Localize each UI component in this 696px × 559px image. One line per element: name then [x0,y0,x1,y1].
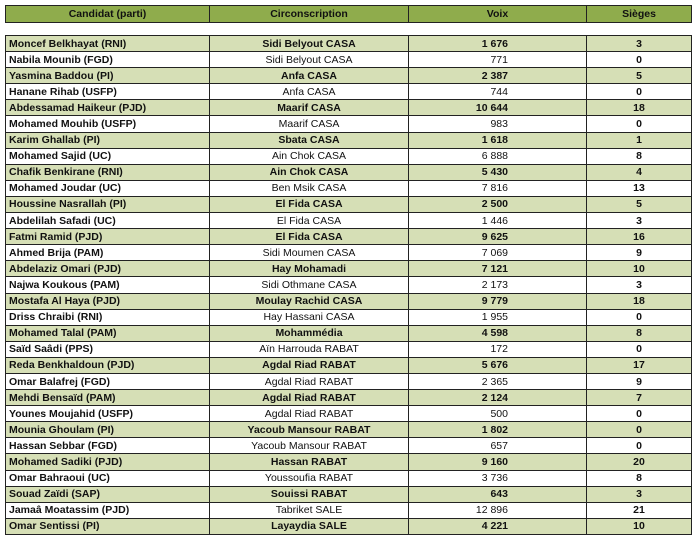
candidate-cell: Mohamed Mouhib (USFP) [6,116,210,132]
seats-cell: 17 [587,357,692,373]
district-cell: Tabriket SALE [210,502,409,518]
votes-cell: 9 625 [409,229,587,245]
table-row [6,116,692,132]
table-row [6,454,692,470]
district-cell: Sbata CASA [210,132,409,148]
district-cell: Agdal Riad RABAT [210,373,409,389]
votes-cell: 2 365 [409,373,587,389]
candidate-cell: Omar Bahraoui (UC) [6,470,210,486]
votes-cell: 3 736 [409,470,587,486]
district-cell: Sidi Moumen CASA [210,245,409,261]
table-row [6,213,692,229]
candidate-cell: Abdelilah Safadi (UC) [6,213,210,229]
table-row [6,502,692,518]
votes-cell: 5 430 [409,164,587,180]
table-row [6,36,692,52]
district-cell: Souissi RABAT [210,486,409,502]
votes-cell: 2 500 [409,196,587,212]
votes-cell: 9 779 [409,293,587,309]
votes-cell: 7 069 [409,245,587,261]
seats-cell: 0 [587,84,692,100]
votes-cell: 9 160 [409,454,587,470]
table-row [6,164,692,180]
table-row [6,148,692,164]
votes-cell: 7 816 [409,180,587,196]
table-row [6,486,692,502]
candidate-cell: Mehdi Bensaïd (PAM) [6,390,210,406]
candidate-cell: Omar Balafrej (FGD) [6,373,210,389]
seats-cell: 8 [587,470,692,486]
table-row [6,470,692,486]
votes-cell: 4 221 [409,518,587,534]
seats-cell: 10 [587,261,692,277]
candidate-cell: Souad Zaïdi (SAP) [6,486,210,502]
candidate-cell: Mohamed Talal (PAM) [6,325,210,341]
table-row [6,422,692,438]
district-cell: Maarif CASA [210,116,409,132]
candidate-cell: Omar Sentissi (PI) [6,518,210,534]
seats-cell: 0 [587,422,692,438]
seats-cell: 0 [587,309,692,325]
candidate-cell: Nabila Mounib (FGD) [6,52,210,68]
seats-cell: 18 [587,100,692,116]
votes-cell: 1 802 [409,422,587,438]
table-row [6,196,692,212]
district-cell: Ain Chok CASA [210,164,409,180]
votes-cell: 6 888 [409,148,587,164]
candidate-cell: Hassan Sebbar (FGD) [6,438,210,454]
candidate-cell: Mohamed Sajid (UC) [6,148,210,164]
seats-cell: 3 [587,277,692,293]
seats-cell: 10 [587,518,692,534]
seats-cell: 20 [587,454,692,470]
candidate-cell: Driss Chraibi (RNI) [6,309,210,325]
district-cell: Aïn Harrouda RABAT [210,341,409,357]
table-row [6,325,692,341]
votes-cell: 172 [409,341,587,357]
header-votes: Voix [409,6,587,23]
seats-cell: 5 [587,68,692,84]
district-cell: Hassan RABAT [210,454,409,470]
candidate-cell: Yasmina Baddou (PI) [6,68,210,84]
election-results-table [5,5,692,535]
table-row [6,277,692,293]
district-cell: Moulay Rachid CASA [210,293,409,309]
spacer-cell [6,23,692,36]
candidate-cell: Abdessamad Haikeur (PJD) [6,100,210,116]
seats-cell: 18 [587,293,692,309]
table-row [6,84,692,100]
table-row [6,132,692,148]
table-row [6,68,692,84]
seats-cell: 0 [587,438,692,454]
votes-cell: 1 446 [409,213,587,229]
candidate-cell: Moncef Belkhayat (RNI) [6,36,210,52]
votes-cell: 657 [409,438,587,454]
candidate-cell: Hanane Rihab (USFP) [6,84,210,100]
candidate-cell: Karim Ghallab (PI) [6,132,210,148]
votes-cell: 5 676 [409,357,587,373]
seats-cell: 21 [587,502,692,518]
district-cell: Maarif CASA [210,100,409,116]
district-cell: Sidi Belyout CASA [210,36,409,52]
seats-cell: 8 [587,148,692,164]
votes-cell: 771 [409,52,587,68]
seats-cell: 13 [587,180,692,196]
votes-cell: 2 173 [409,277,587,293]
seats-cell: 5 [587,196,692,212]
seats-cell: 1 [587,132,692,148]
header-district: Circonscription [210,6,409,23]
seats-cell: 0 [587,52,692,68]
votes-cell: 643 [409,486,587,502]
district-cell: Youssoufia RABAT [210,470,409,486]
candidate-cell: Mohamed Sadiki (PJD) [6,454,210,470]
candidate-cell: Reda Benkhaldoun (PJD) [6,357,210,373]
votes-cell: 1 618 [409,132,587,148]
votes-cell: 4 598 [409,325,587,341]
seats-cell: 4 [587,164,692,180]
table-row [6,341,692,357]
candidate-cell: Najwa Koukous (PAM) [6,277,210,293]
district-cell: Sidi Othmane CASA [210,277,409,293]
candidate-cell: Younes Moujahid (USFP) [6,406,210,422]
candidate-cell: Fatmi Ramid (PJD) [6,229,210,245]
seats-cell: 7 [587,390,692,406]
seats-cell: 8 [587,325,692,341]
seats-cell: 0 [587,116,692,132]
candidate-cell: Jamaâ Moatassim (PJD) [6,502,210,518]
table-row [6,229,692,245]
table-row [6,261,692,277]
district-cell: Yacoub Mansour RABAT [210,422,409,438]
district-cell: Layaydia SALE [210,518,409,534]
seats-cell: 9 [587,245,692,261]
seats-cell: 0 [587,341,692,357]
votes-cell: 12 896 [409,502,587,518]
district-cell: Hay Hassani CASA [210,309,409,325]
district-cell: Ain Chok CASA [210,148,409,164]
table-row [6,180,692,196]
table-row [6,390,692,406]
district-cell: Sidi Belyout CASA [210,52,409,68]
seats-cell: 9 [587,373,692,389]
district-cell: El Fida CASA [210,196,409,212]
district-cell: El Fida CASA [210,229,409,245]
votes-cell: 500 [409,406,587,422]
header-candidate: Candidat (parti) [6,6,210,23]
header-seats: Sièges [587,6,692,23]
table-row [6,309,692,325]
district-cell: Agdal Riad RABAT [210,357,409,373]
votes-cell: 7 121 [409,261,587,277]
district-cell: Anfa CASA [210,84,409,100]
candidate-cell: Mohamed Joudar (UC) [6,180,210,196]
seats-cell: 16 [587,229,692,245]
seats-cell: 3 [587,486,692,502]
district-cell: Mohammédia [210,325,409,341]
votes-cell: 983 [409,116,587,132]
votes-cell: 2 387 [409,68,587,84]
header-row [6,6,692,23]
results-body [6,23,692,535]
district-cell: Ben Msik CASA [210,180,409,196]
district-cell: Agdal Riad RABAT [210,390,409,406]
seats-cell: 3 [587,36,692,52]
candidate-cell: Houssine Nasrallah (PI) [6,196,210,212]
candidate-cell: Saïd Saâdi (PPS) [6,341,210,357]
district-cell: Agdal Riad RABAT [210,406,409,422]
district-cell: Hay Mohamadi [210,261,409,277]
spacer-row [6,23,692,36]
candidate-cell: Abdelaziz Omari (PJD) [6,261,210,277]
table-row [6,357,692,373]
votes-cell: 1 955 [409,309,587,325]
table-row [6,100,692,116]
table-row [6,406,692,422]
seats-cell: 3 [587,213,692,229]
table-row [6,518,692,534]
votes-cell: 2 124 [409,390,587,406]
candidate-cell: Mostafa Al Haya (PJD) [6,293,210,309]
candidate-cell: Chafik Benkirane (RNI) [6,164,210,180]
table-row [6,373,692,389]
table-row [6,52,692,68]
seats-cell: 0 [587,406,692,422]
table-row [6,245,692,261]
votes-cell: 1 676 [409,36,587,52]
district-cell: Anfa CASA [210,68,409,84]
votes-cell: 10 644 [409,100,587,116]
district-cell: Yacoub Mansour RABAT [210,438,409,454]
candidate-cell: Mounia Ghoulam (PI) [6,422,210,438]
votes-cell: 744 [409,84,587,100]
table-row [6,293,692,309]
table-row [6,438,692,454]
district-cell: El Fida CASA [210,213,409,229]
candidate-cell: Ahmed Brija (PAM) [6,245,210,261]
